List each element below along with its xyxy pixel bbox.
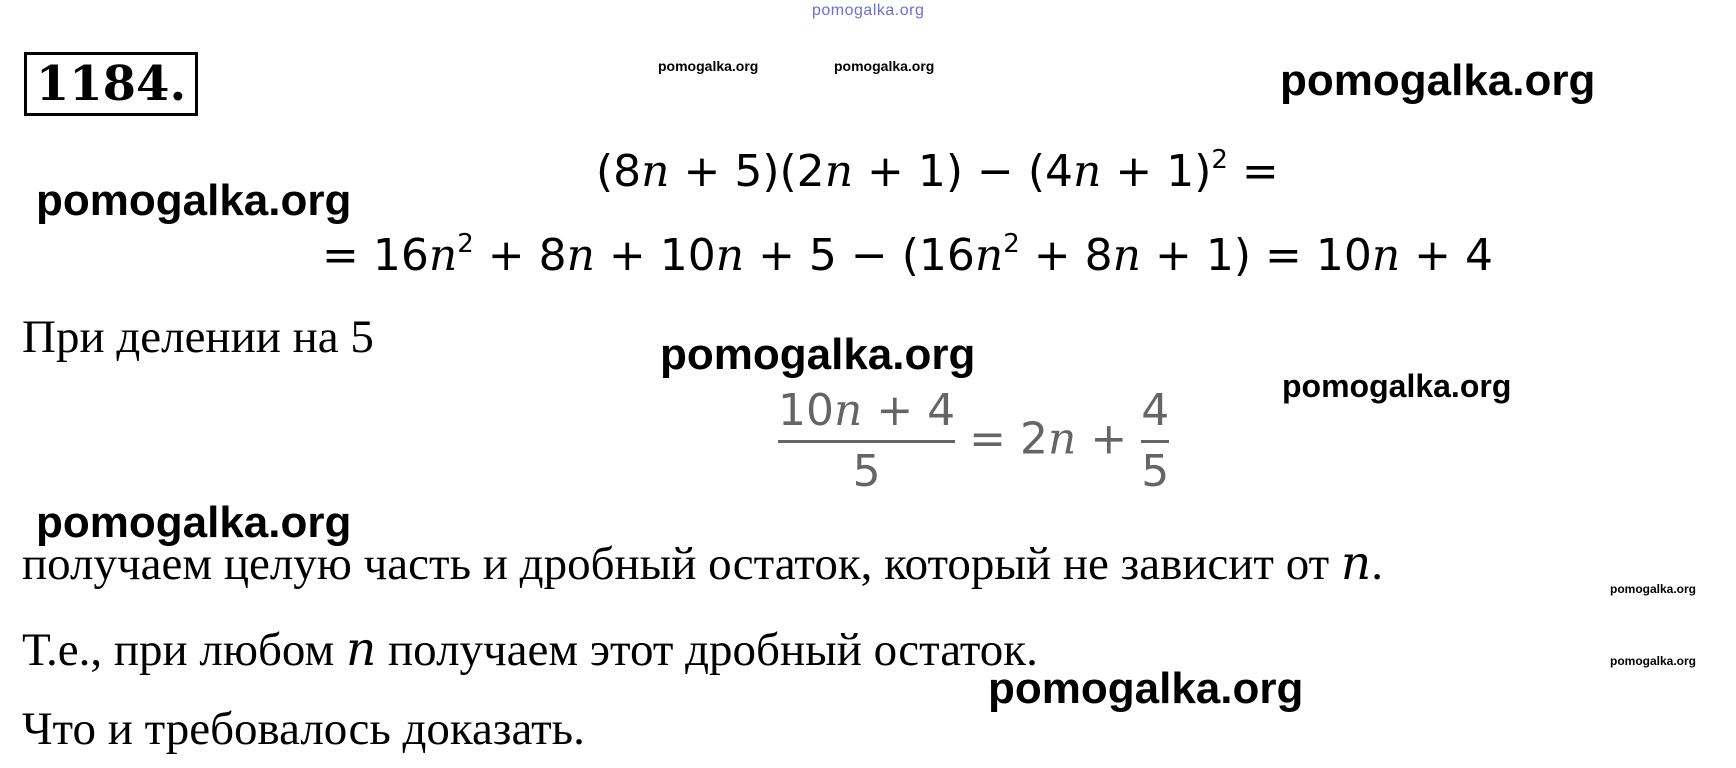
eq2-d: + 5 − (16 [744, 230, 975, 281]
fraction-2-numerator: 4 [1141, 385, 1170, 436]
fraction-1-numerator [778, 385, 956, 436]
problem-number: 1184. [24, 52, 198, 116]
watermark-small-2: pomogalka.org [834, 58, 935, 74]
eq1-part4: + 1) [1101, 146, 1212, 197]
frac-mid-a: = 2 [955, 413, 1049, 465]
eq2-var-n: n [566, 230, 595, 281]
eq1-part2: + 5)(2 [669, 146, 825, 197]
eq1-var-n: n [1073, 146, 1102, 197]
eq1-part5: = [1227, 146, 1279, 197]
text-result-a: получаем целую часть и дробный остаток, который не зависит от [22, 538, 1341, 590]
eq2-h: + 4 [1400, 230, 1494, 281]
fraction-1 [778, 385, 956, 497]
text-result-b: . [1371, 538, 1383, 590]
eq2-var-n: n [1112, 230, 1141, 281]
watermark-small-1: pomogalka.org [658, 58, 759, 74]
eq1-exponent: 2 [1211, 145, 1228, 175]
watermark-tiny-2: pomogalka.org [1610, 654, 1697, 668]
fraction-2 [1141, 385, 1170, 497]
watermark-tiny-1: pomogalka.org [1610, 582, 1697, 596]
watermark-left-1: pomogalka.org [36, 176, 352, 225]
eq1-part3: + 1) − (4 [853, 146, 1074, 197]
fraction-1-denominator: 5 [852, 446, 881, 497]
frac-mid-var-n: n [1048, 413, 1077, 465]
fraction-2-bar [1141, 440, 1169, 443]
text-qed-content: Что и требовалось доказать. [22, 703, 585, 755]
watermark-top: pomogalka.org [812, 2, 925, 19]
frac-num-var-n: n [834, 385, 863, 436]
watermark-bottom: pomogalka.org [988, 664, 1304, 713]
eq2-var-n: n [1371, 230, 1401, 281]
fraction-2-denominator: 5 [1141, 446, 1170, 497]
text-any-a: Т.е., при любом [22, 624, 346, 676]
fraction-expression [778, 385, 1170, 497]
eq2-c: + 10 [594, 230, 716, 281]
eq2-exp-1: 2 [457, 229, 474, 259]
equation-line-2 [322, 230, 1493, 281]
text-result [22, 536, 1383, 591]
text-any-n [22, 622, 1038, 677]
eq2-var-n: n [715, 230, 745, 281]
text-result-var-n: n [1340, 536, 1372, 591]
text-division [22, 310, 374, 364]
eq2-var-n: n [428, 230, 458, 281]
watermark-large-top-right: pomogalka.org [1280, 56, 1596, 105]
eq2-f: + 8 [1019, 230, 1113, 281]
equation-line-1 [596, 146, 1279, 197]
eq2-a: = 16 [322, 230, 429, 281]
text-division-content: При делении на 5 [22, 311, 374, 363]
eq1-part1: (8 [596, 146, 642, 197]
watermark-left-2: pomogalka.org [36, 498, 352, 547]
text-qed [22, 702, 585, 756]
frac-num-b: + 4 [862, 385, 956, 436]
eq2-exp-2: 2 [1003, 229, 1020, 259]
text-any-var-n: n [346, 622, 377, 677]
eq2-g: + 1) = 10 [1141, 230, 1372, 281]
fraction-1-bar [778, 440, 955, 443]
watermark-right-medium: pomogalka.org [1282, 368, 1512, 404]
text-any-b: получаем этот дробный остаток. [376, 624, 1038, 676]
frac-mid-b: + [1076, 413, 1142, 465]
eq1-var-n: n [641, 146, 670, 197]
watermark-center: pomogalka.org [660, 330, 976, 379]
eq2-var-n: n [974, 230, 1004, 281]
eq1-var-n: n [824, 146, 854, 197]
eq2-b: + 8 [473, 230, 567, 281]
frac-num-a: 10 [778, 385, 834, 436]
